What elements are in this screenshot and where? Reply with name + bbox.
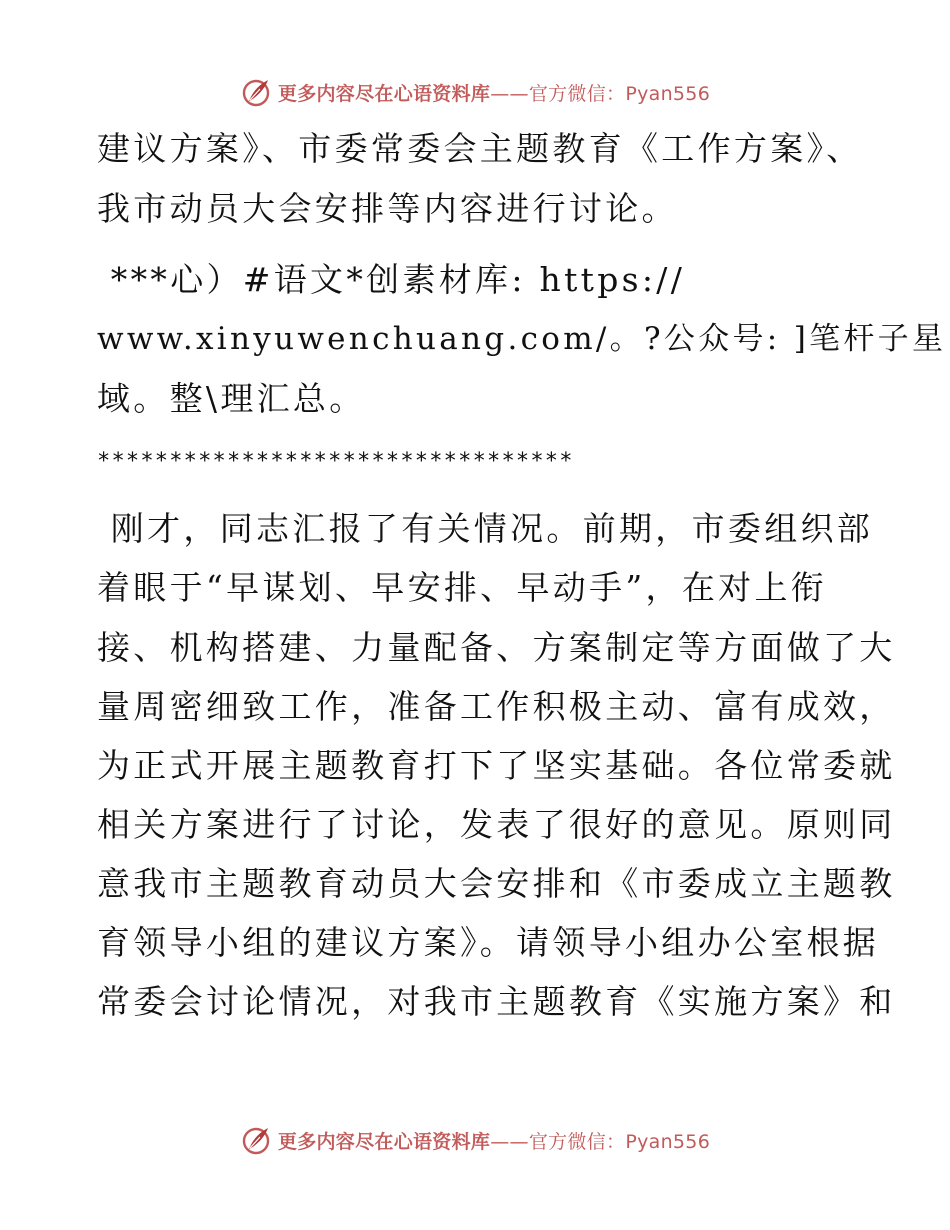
text-line: 为正式开展主题教育打下了坚实基础。各位常委就 [97, 746, 896, 785]
text-line: www.xinyuwenchuang.com/。?公众号: ]笔杆子星 [97, 321, 947, 357]
watermark-separator: —— [490, 1130, 529, 1153]
separator-stars: ********************************* [97, 449, 574, 474]
text-line: 量周密细致工作，准备工作积极主动、富有成效， [97, 687, 896, 726]
text-line: 域。整\理汇总。 [97, 379, 366, 418]
watermark-text [278, 1127, 710, 1154]
footer-watermark [0, 1120, 950, 1160]
text-line: 常委会讨论情况，对我市主题教育《实施方案》和 [97, 982, 896, 1021]
watermark-main: 更多内容尽在心语资料库 [277, 1130, 491, 1153]
header-watermark [0, 72, 950, 112]
text-line: 接、机构搭建、力量配备、方案制定等方面做了大 [97, 628, 896, 667]
text-line: 刚才，同志汇报了有关情况。前期，市委组织部 [97, 509, 874, 548]
watermark-id: Pyan556 [625, 82, 711, 105]
watermark-main: 更多内容尽在心语资料库 [277, 82, 491, 105]
text-line: 我市动员大会安排等内容进行讨论。 [97, 189, 678, 228]
text-line: 着眼于“早谋划、早安排、早动手”，在对上衔 [97, 568, 828, 607]
feather-pen-logo-icon [240, 1124, 272, 1156]
text-line: 建议方案》、市委常委会主题教育《工作方案》、 [97, 129, 863, 168]
text-line: 意我市主题教育动员大会安排和《市委成立主题教 [97, 864, 896, 903]
watermark-separator: —— [490, 82, 529, 105]
watermark-text [278, 79, 710, 106]
feather-pen-logo-icon [240, 76, 272, 108]
watermark-label: 官方微信： [528, 82, 626, 105]
watermark-id: Pyan556 [625, 1130, 711, 1153]
text-line: 育领导小组的建议方案》。请领导小组办公室根据 [97, 923, 880, 962]
text-line: ***心）#语文*创素材库: https:// [97, 260, 686, 299]
watermark-label: 官方微信： [528, 1130, 626, 1153]
text-line: 相关方案进行了讨论，发表了很好的意见。原则同 [97, 805, 896, 844]
